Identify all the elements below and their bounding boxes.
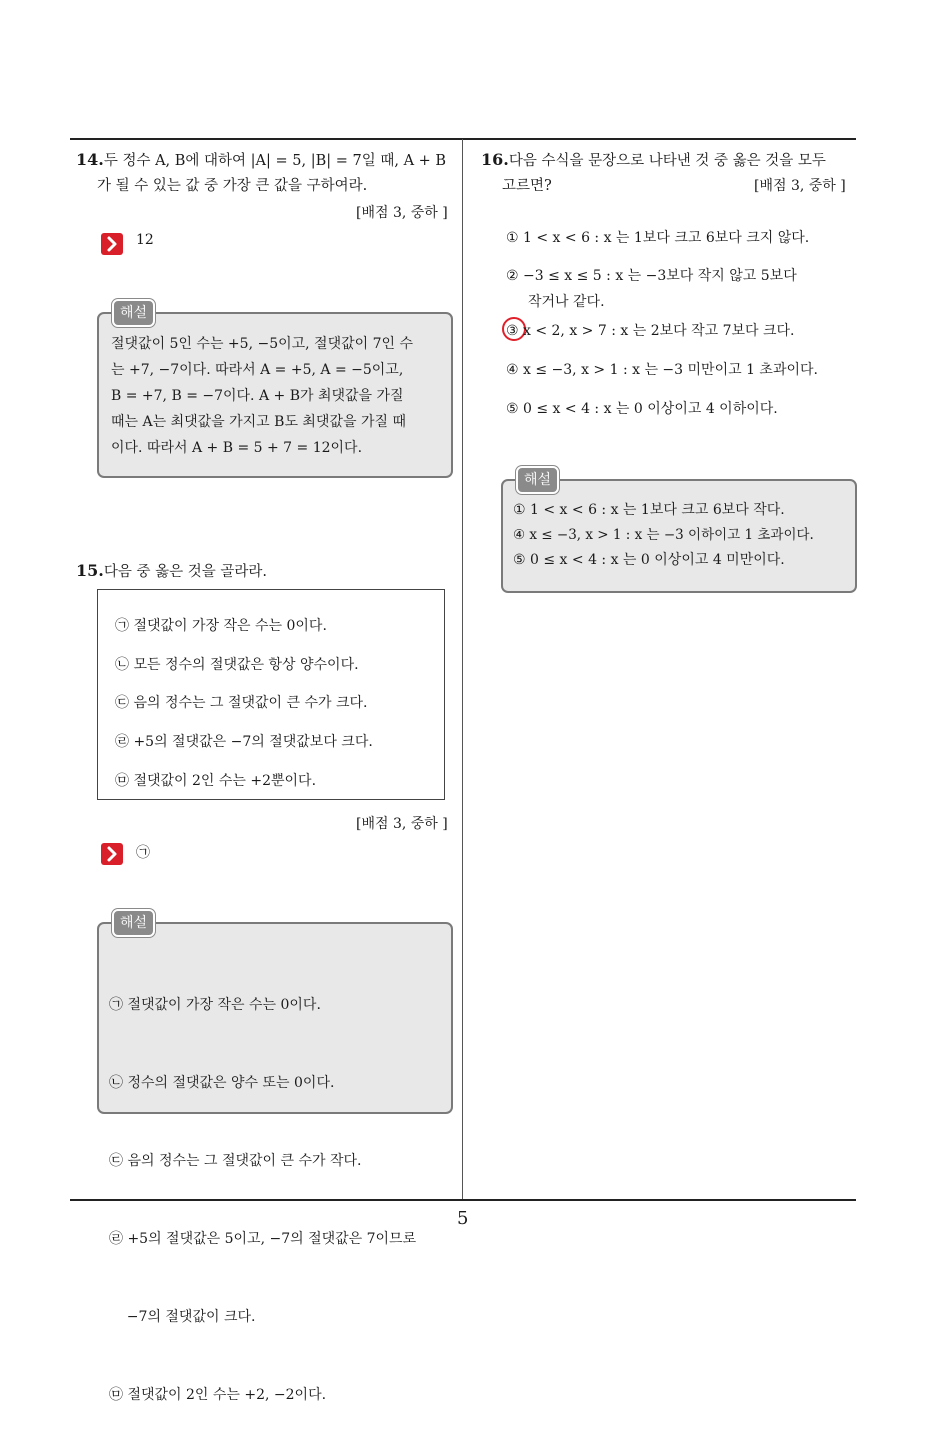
page-number: 5: [457, 1208, 469, 1229]
q15-line1: [76, 558, 267, 585]
q14-solution-line: 절댓값이 5인 수는 +5, −5이고, 절댓값이 7인 수: [111, 336, 414, 352]
q14-solution-line: 는 +7, −7이다. 따라서 A = +5, A = −5이고,: [111, 362, 404, 378]
q15-answer: ㉠: [136, 845, 150, 861]
q15-solution-line: ㉢ 음의 정수는 그 절댓값이 큰 수가 작다.: [109, 1153, 362, 1169]
q15-solution-line: −7의 절댓값이 크다.: [109, 1309, 256, 1325]
q16-number: 16.: [481, 150, 509, 169]
q14-solution-line: B = +7, B = −7이다. A + B가 최댓값을 가질: [111, 388, 404, 404]
q14-line2: 가 될 수 있는 값 중 가장 큰 값을 구하여라.: [97, 178, 368, 194]
q16-option: 작거나 같다.: [528, 294, 605, 310]
q15-choice: ㉤ 절댓값이 2인 수는 +2뿐이다.: [115, 773, 317, 789]
q16-solution-text: [513, 498, 853, 573]
chevron-right-icon: [101, 233, 123, 255]
q16-text: 다음 수식을 문장으로 나타낸 것 중 옳은 것을 모두: [508, 153, 826, 169]
q16-solution-line: ⑤ 0 ≤ x < 4 : x 는 0 이상이고 4 미만이다.: [513, 552, 785, 568]
q15-choice: ㉣ +5의 절댓값은 −7의 절댓값보다 크다.: [115, 734, 373, 750]
q16-solution-label: 해설: [516, 466, 559, 494]
q16-score: [배점 3, 중하 ]: [754, 178, 846, 194]
answer-icon: [101, 233, 123, 255]
q15-solution-line: ㉤ 절댓값이 2인 수는 +2, −2이다.: [109, 1387, 327, 1403]
q15-solution-line: ㉠ 절댓값이 가장 작은 수는 0이다.: [109, 997, 321, 1013]
q15-solution-label: 해설: [112, 909, 155, 937]
column-divider: [462, 139, 463, 1201]
q14-text: 두 정수 A, B에 대하여 |A| = 5, |B| = 7일 때, A + B: [103, 153, 447, 169]
q14-score: [배점 3, 중하 ]: [356, 205, 448, 221]
q15-choice: ㉢ 음의 정수는 그 절댓값이 큰 수가 크다.: [115, 695, 368, 711]
q16-option: ③ x < 2, x > 7 : x 는 2보다 작고 7보다 크다.: [506, 323, 795, 339]
q14-solution-line: 때는 A는 최댓값을 가지고 B도 최댓값을 가질 때: [111, 414, 406, 430]
q15-choice: ㉡ 모든 정수의 절댓값은 항상 양수이다.: [115, 657, 359, 673]
answer-icon: [101, 843, 123, 865]
q16-line1: [481, 147, 861, 174]
q14-line1: [76, 147, 462, 174]
q16-option: ④ x ≤ −3, x > 1 : x 는 −3 미만이고 1 초과이다.: [506, 362, 818, 378]
q16-option: ② −3 ≤ x ≤ 5 : x 는 −3보다 작지 않고 5보다: [506, 268, 797, 284]
q15-choice: ㉠ 절댓값이 가장 작은 수는 0이다.: [115, 618, 327, 634]
q14-solution-text: [111, 331, 447, 461]
top-rule: [70, 138, 856, 140]
q16-option: ① 1 < x < 6 : x 는 1보다 크고 6보다 크지 않다.: [506, 230, 810, 246]
q14-solution-line: 이다. 따라서 A + B = 5 + 7 = 12이다.: [111, 440, 363, 456]
q16-option: ⑤ 0 ≤ x < 4 : x 는 0 이상이고 4 이하이다.: [506, 401, 778, 417]
q14-answer: 12: [136, 232, 154, 248]
q14-solution-label: 해설: [112, 299, 155, 327]
q14-number: 14.: [76, 150, 104, 169]
chevron-right-icon: [101, 843, 123, 865]
q16-solution-line: ① 1 < x < 6 : x 는 1보다 크고 6보다 작다.: [513, 502, 785, 518]
q15-solution-text: [109, 940, 449, 1434]
q15-solution-line: ㉡ 정수의 절댓값은 양수 또는 0이다.: [109, 1075, 335, 1091]
q16-solution-line: ④ x ≤ −3, x > 1 : x 는 −3 이하이고 1 초과이다.: [513, 527, 814, 543]
q15-score: [배점 3, 중하 ]: [356, 816, 448, 832]
q15-text: 다음 중 옳은 것을 골라라.: [103, 564, 267, 580]
q16-line2: 고르면?: [502, 178, 552, 194]
q15-solution-line: ㉣ +5의 절댓값은 5이고, −7의 절댓값은 7이므로: [109, 1231, 417, 1247]
q15-number: 15.: [76, 561, 104, 580]
